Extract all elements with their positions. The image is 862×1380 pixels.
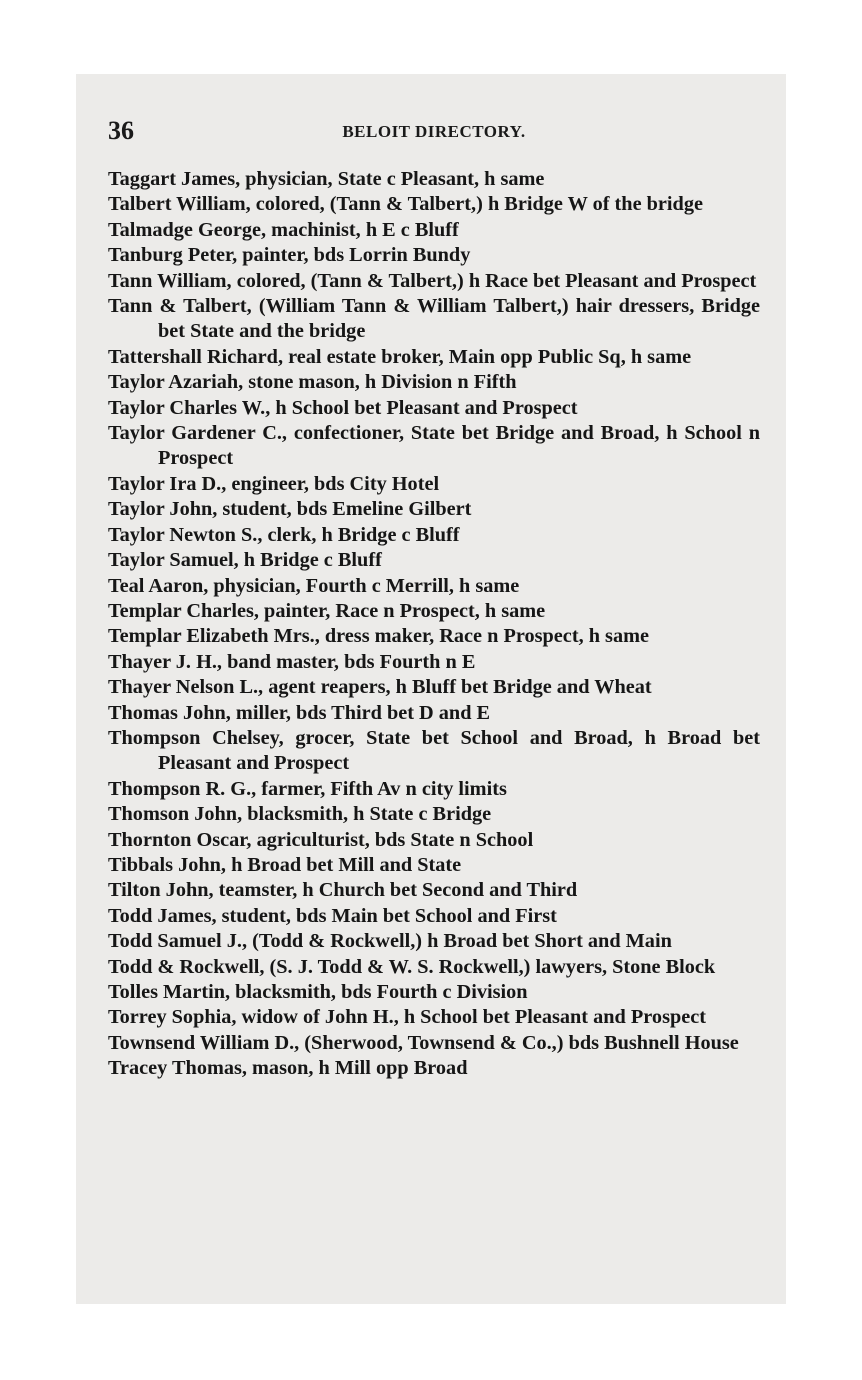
directory-entry: Thornton Oscar, agriculturist, bds State n School (108, 828, 534, 851)
directory-entry: Torrey Sophia, widow of John H., h School bet Pleasant and Prospect (108, 1006, 706, 1029)
directory-entry: Tann & Talbert, (William Tann & William Talbert,) hair dressers, Bridge bet State and the bridge (108, 295, 760, 343)
directory-entry: Todd Samuel J., (Todd & Rockwell,) h Broad bet Short and Main (108, 930, 672, 953)
directory-entry: Talmadge George, machinist, h E c Bluff (108, 218, 459, 241)
directory-entry: Tilton John, teamster, h Church bet Second and Third (108, 879, 578, 902)
directory-entry: Tattershall Richard, real estate broker, Main opp Public Sq, h same (108, 345, 692, 368)
directory-entry: Thayer Nelson L., agent reapers, h Bluff bet Bridge and Wheat (108, 676, 652, 699)
running-head-title: BELOIT DIRECTORY. (342, 122, 526, 141)
page-header (108, 116, 760, 146)
directory-entry: Teal Aaron, physician, Fourth c Merrill, h same (108, 574, 520, 597)
directory-entry: Thompson R. G., farmer, Fifth Av n city limits (108, 777, 507, 800)
directory-entry: Thompson Chelsey, grocer, State bet School and Broad, h Broad bet Pleasant and Prospect (108, 726, 760, 775)
directory-entry: Talbert William, colored, (Tann & Talbert,) h Bridge W of the bridge (108, 193, 703, 216)
directory-entry: Taylor Ira D., engineer, bds City Hotel (108, 472, 440, 495)
directory-entry: Taylor Samuel, h Bridge c Bluff (108, 549, 382, 572)
directory-entry: Thomas John, miller, bds Third bet D and E (108, 701, 491, 724)
directory-entries (108, 167, 760, 1082)
directory-entry: Thayer J. H., band master, bds Fourth n E (108, 650, 476, 673)
page-number: 36 (108, 116, 134, 145)
directory-entry: Taylor Newton S., clerk, h Bridge c Bluff (108, 523, 460, 546)
directory-entry: Taylor Azariah, stone mason, h Division n Fifth (108, 371, 517, 394)
directory-entry: Tanburg Peter, painter, bds Lorrin Bundy (108, 244, 471, 267)
directory-entry: Tolles Martin, blacksmith, bds Fourth c Division (108, 981, 528, 1003)
directory-entry: Templar Elizabeth Mrs., dress maker, Race n Prospect, h same (108, 625, 649, 648)
directory-entry: Templar Charles, painter, Race n Prospect, h same (108, 599, 546, 622)
directory-entry: Thomson John, blacksmith, h State c Bridge (108, 803, 492, 826)
directory-entry: Taggart James, physician, State c Pleasant, h same (108, 168, 545, 190)
directory-entry: Taylor John, student, bds Emeline Gilbert (108, 498, 472, 521)
directory-entry: Taylor Charles W., h School bet Pleasant and Prospect (108, 396, 578, 419)
directory-entry: Townsend William D., (Sherwood, Townsend & Co.,) bds Bushnell House (108, 1031, 739, 1054)
directory-entry: Taylor Gardener C., confectioner, State bet Bridge and Broad, h School n Prospect (108, 422, 760, 470)
directory-entry: Tibbals John, h Broad bet Mill and State (108, 853, 462, 876)
directory-entry: Todd & Rockwell, (S. J. Todd & W. S. Rockwell,) lawyers, Stone Block (108, 955, 716, 978)
directory-page (76, 74, 786, 1304)
directory-entry: Tann William, colored, (Tann & Talbert,) h Race bet Pleasant and Prospect (108, 269, 757, 292)
directory-entry: Tracey Thomas, mason, h Mill opp Broad (108, 1057, 468, 1080)
directory-entry: Todd James, student, bds Main bet School and First (108, 904, 557, 927)
